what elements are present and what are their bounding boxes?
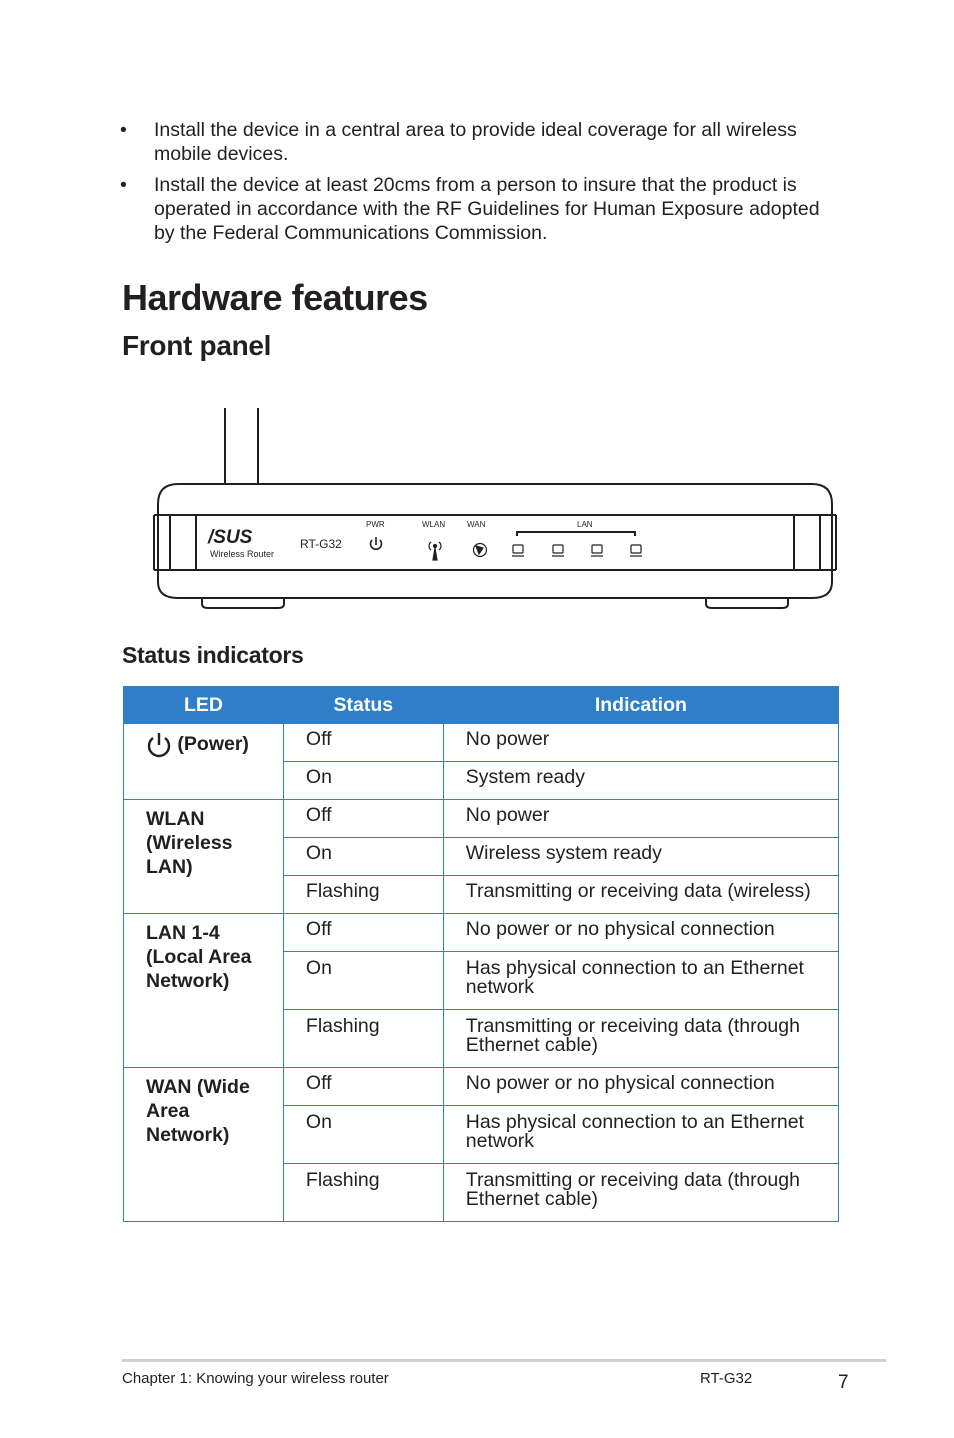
lan-port-3-icon xyxy=(592,545,602,553)
indication-cell: No power or no physical connection xyxy=(443,914,838,952)
led-cell-wlan: WLAN (Wireless LAN) xyxy=(124,800,284,914)
indication-cell: No power xyxy=(443,800,838,838)
led-cell-lan: LAN 1-4 (Local Area Network) xyxy=(124,914,284,1068)
router-brand-logo: /SUS xyxy=(208,527,253,548)
bullet-item: • Install the device at least 20cms from a person to insure that the product is operated in accordance with the RF Guidelines for Human Exposure adopted by the Federal Communications Commission. xyxy=(120,174,820,244)
table-row xyxy=(124,800,839,838)
page-number: 7 xyxy=(838,1372,849,1393)
table-row xyxy=(124,914,839,952)
led-cell-wan: WAN (Wide Area Network) xyxy=(124,1068,284,1222)
table-row xyxy=(124,1068,839,1106)
bullet-item: • Install the device in a central area to provide ideal coverage for all wireless mobile devices. xyxy=(120,119,797,165)
indication-cell: Transmitting or receiving data (through Ethernet cable) xyxy=(443,1164,838,1222)
header-led: LED xyxy=(124,687,284,724)
status-cell: Off xyxy=(283,724,443,762)
header-indication: Indication xyxy=(443,687,838,724)
indication-cell: No power xyxy=(443,724,838,762)
power-icon xyxy=(146,731,172,759)
lan-port-1-icon xyxy=(513,545,523,553)
status-cell: Flashing xyxy=(283,1010,443,1068)
bullet-list xyxy=(120,118,832,252)
status-cell: Off xyxy=(283,800,443,838)
bullet-text: Install the device in a central area to provide ideal coverage for all wireless mobile devices. xyxy=(154,119,797,165)
led-cell-power: (Power) xyxy=(124,724,284,800)
status-cell: On xyxy=(283,838,443,876)
status-indicators-heading: Status indicators xyxy=(122,642,304,668)
indication-cell: Transmitting or receiving data (wireless) xyxy=(443,876,838,914)
router-model-label: RT-G32 xyxy=(300,537,342,551)
indication-cell: Has physical connection to an Ethernet network xyxy=(443,952,838,1010)
footer-chapter: Chapter 1: Knowing your wireless router xyxy=(122,1370,389,1387)
indication-cell: Has physical connection to an Ethernet network xyxy=(443,1106,838,1164)
status-cell: On xyxy=(283,762,443,800)
wlan-label: WLAN xyxy=(422,520,446,529)
power-led-icon xyxy=(371,537,382,549)
indication-cell: Transmitting or receiving data (through Ethernet cable) xyxy=(443,1010,838,1068)
header-status: Status xyxy=(283,687,443,724)
table-row xyxy=(124,724,839,762)
indication-cell: Wireless system ready xyxy=(443,838,838,876)
indication-cell: System ready xyxy=(443,762,838,800)
lan-port-4-icon xyxy=(631,545,641,553)
wan-label: WAN xyxy=(467,520,486,529)
router-brand-sub: Wireless Router xyxy=(210,549,275,559)
wan-led-icon xyxy=(474,544,487,557)
status-indicators-table xyxy=(123,686,839,1222)
page-title: Hardware features xyxy=(122,277,428,318)
status-cell: On xyxy=(283,1106,443,1164)
table-header-row xyxy=(124,687,839,724)
status-cell: Flashing xyxy=(283,1164,443,1222)
status-cell: On xyxy=(283,952,443,1010)
wlan-led-icon xyxy=(429,542,441,560)
pwr-label: PWR xyxy=(366,520,385,529)
footer-divider xyxy=(122,1359,886,1362)
section-title: Front panel xyxy=(122,330,272,361)
indication-cell: No power or no physical connection xyxy=(443,1068,838,1106)
lan-label: LAN xyxy=(577,520,593,529)
status-cell: Flashing xyxy=(283,876,443,914)
status-cell: Off xyxy=(283,914,443,952)
status-cell: Off xyxy=(283,1068,443,1106)
footer-model: RT-G32 xyxy=(700,1370,753,1387)
router-front-panel-illustration xyxy=(150,404,840,610)
lan-led-icons xyxy=(512,545,642,556)
bullet-text: Install the device at least 20cms from a person to insure that the product is operated in accordance with the RF Guidelines for Human Exposure adopted by the Federal Communications Commission. xyxy=(154,174,820,244)
lan-port-2-icon xyxy=(553,545,563,553)
